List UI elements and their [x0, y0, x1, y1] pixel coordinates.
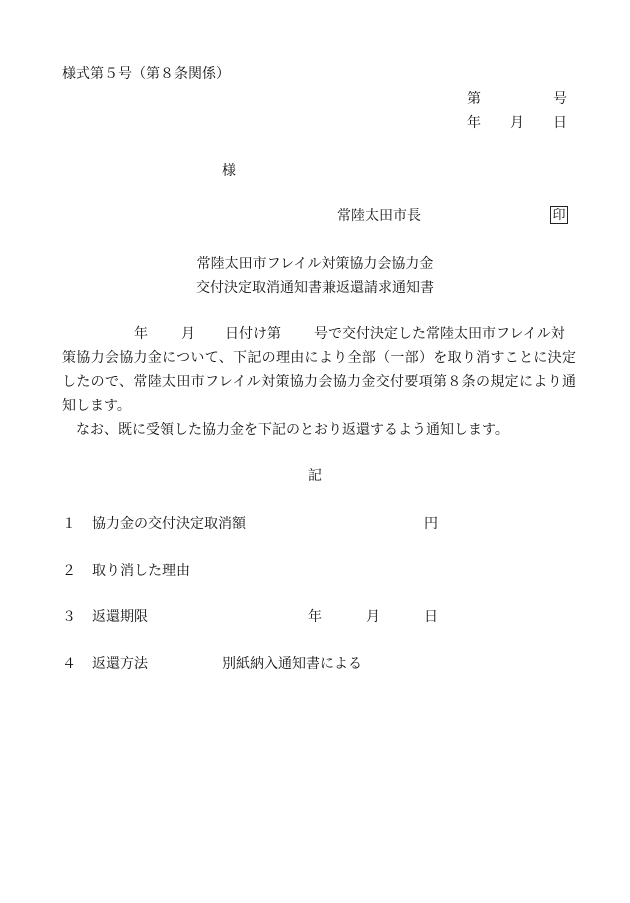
- doc-number-dai: 第: [467, 91, 481, 107]
- body-line-2: 策協力会協力金について、下記の理由により全部（一部）を取り消すことに決定: [62, 350, 576, 366]
- item-3-year: 年: [308, 609, 322, 625]
- doc-date-year: 年: [467, 115, 481, 131]
- item-2-number: ２: [62, 563, 76, 579]
- item-3-label: 返還期限: [92, 609, 148, 625]
- item-4-label: 返還方法: [92, 656, 148, 672]
- doc-number-go: 号: [553, 91, 567, 107]
- doc-date-day: 日: [553, 115, 567, 131]
- item-4-number: ４: [62, 656, 76, 672]
- title-line-2: 交付決定取消通知書兼返還請求通知書: [196, 280, 434, 296]
- issuer-name: 常陸太田市長: [337, 208, 421, 224]
- addressee-suffix: 様: [222, 163, 236, 179]
- body-line-3: したので、常陸太田市フレイル対策協力会協力金交付要項第８条の規定により通: [62, 374, 576, 390]
- item-3-month: 月: [366, 609, 380, 625]
- body-paragraph-2: なお、既に受領した協力金を下記のとおり返還するよう通知します。: [76, 422, 509, 438]
- doc-date-month: 月: [510, 115, 524, 131]
- body-date-month: 月: [181, 326, 195, 342]
- item-2-label: 取り消した理由: [92, 563, 190, 579]
- body-line-1-rest: 号で交付決定した常陸太田市フレイル対: [314, 326, 565, 342]
- item-3-number: ３: [62, 609, 76, 625]
- body-line-4: 知します。: [62, 398, 131, 414]
- title-line-1: 常陸太田市フレイル対策協力会協力金: [196, 256, 434, 272]
- form-id: 様式第５号（第８条関係）: [62, 66, 230, 82]
- ki-heading: 記: [308, 468, 322, 484]
- item-1-unit: 円: [424, 516, 438, 532]
- item-3-day: 日: [424, 609, 438, 625]
- seal-stamp: 印: [550, 206, 568, 224]
- item-4-value: 別紙納入通知書による: [222, 656, 362, 672]
- body-date-day: 日付け第: [225, 326, 281, 342]
- item-1-number: １: [62, 516, 76, 532]
- body-date-year: 年: [134, 326, 148, 342]
- item-1-label: 協力金の交付決定取消額: [92, 516, 246, 532]
